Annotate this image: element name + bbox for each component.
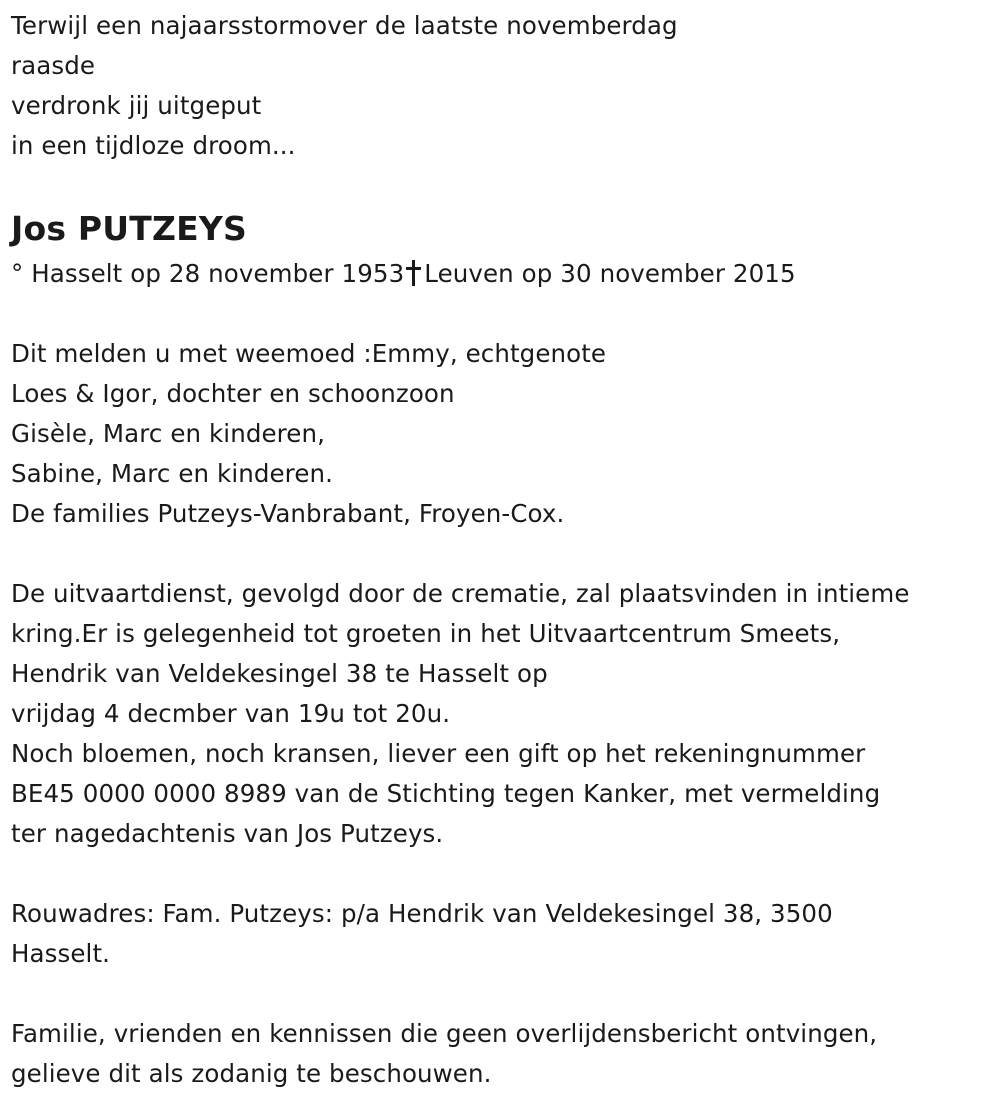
birth-info: ° Hasselt op 28 november 1953	[11, 259, 405, 288]
poem-line: Terwijl een najaarsstormover de laatste novemberdag	[11, 11, 678, 40]
address-line: Hasselt.	[11, 939, 111, 968]
announcement-line: Gisèle, Marc en kinderen,	[11, 419, 325, 448]
announcement-line: Sabine, Marc en kinderen.	[11, 459, 334, 488]
announcement-line: Dit melden u met weemoed :Emmy, echtgenote	[11, 339, 607, 368]
service-details	[11, 574, 991, 854]
service-line: ter nagedachtenis van Jos Putzeys.	[11, 819, 444, 848]
obituary-notice	[11, 6, 991, 1094]
mourning-address	[11, 894, 991, 974]
service-line: vrijdag 4 decmber van 19u tot 20u.	[11, 699, 451, 728]
cross-icon	[406, 260, 420, 286]
service-line: kring.Er is gelegenheid tot groeten in het Uitvaartcentrum Smeets,	[11, 619, 841, 648]
announcement-line: Loes & Igor, dochter en schoonzoon	[11, 379, 455, 408]
announcement-line: De families Putzeys-Vanbrabant, Froyen-Cox.	[11, 499, 565, 528]
service-line: BE45 0000 0000 8989 van de Stichting tegen Kanker, met vermelding	[11, 779, 881, 808]
deceased-name: Jos PUTZEYS	[11, 209, 247, 248]
death-info: Leuven op 30 november 2015	[424, 259, 796, 288]
poem-line: verdronk jij uitgeput	[11, 91, 262, 120]
closing-line: Familie, vrienden en kennissen die geen overlijdensbericht ontvingen,	[11, 1019, 878, 1048]
poem	[11, 6, 991, 166]
service-line: Hendrik van Veldekesingel 38 te Hasselt op	[11, 659, 548, 688]
poem-line: in een tijdloze droom...	[11, 131, 296, 160]
poem-line: raasde	[11, 51, 96, 80]
closing-note	[11, 1014, 991, 1094]
birth-death-dates	[11, 254, 991, 294]
address-line: Rouwadres: Fam. Putzeys: p/a Hendrik van Veldekesingel 38, 3500	[11, 899, 833, 928]
announcement	[11, 334, 991, 534]
service-line: Noch bloemen, noch kransen, liever een gift op het rekeningnummer	[11, 739, 866, 768]
closing-line: gelieve dit als zodanig te beschouwen.	[11, 1059, 492, 1088]
service-line: De uitvaartdienst, gevolgd door de crematie, zal plaatsvinden in intieme	[11, 579, 910, 608]
